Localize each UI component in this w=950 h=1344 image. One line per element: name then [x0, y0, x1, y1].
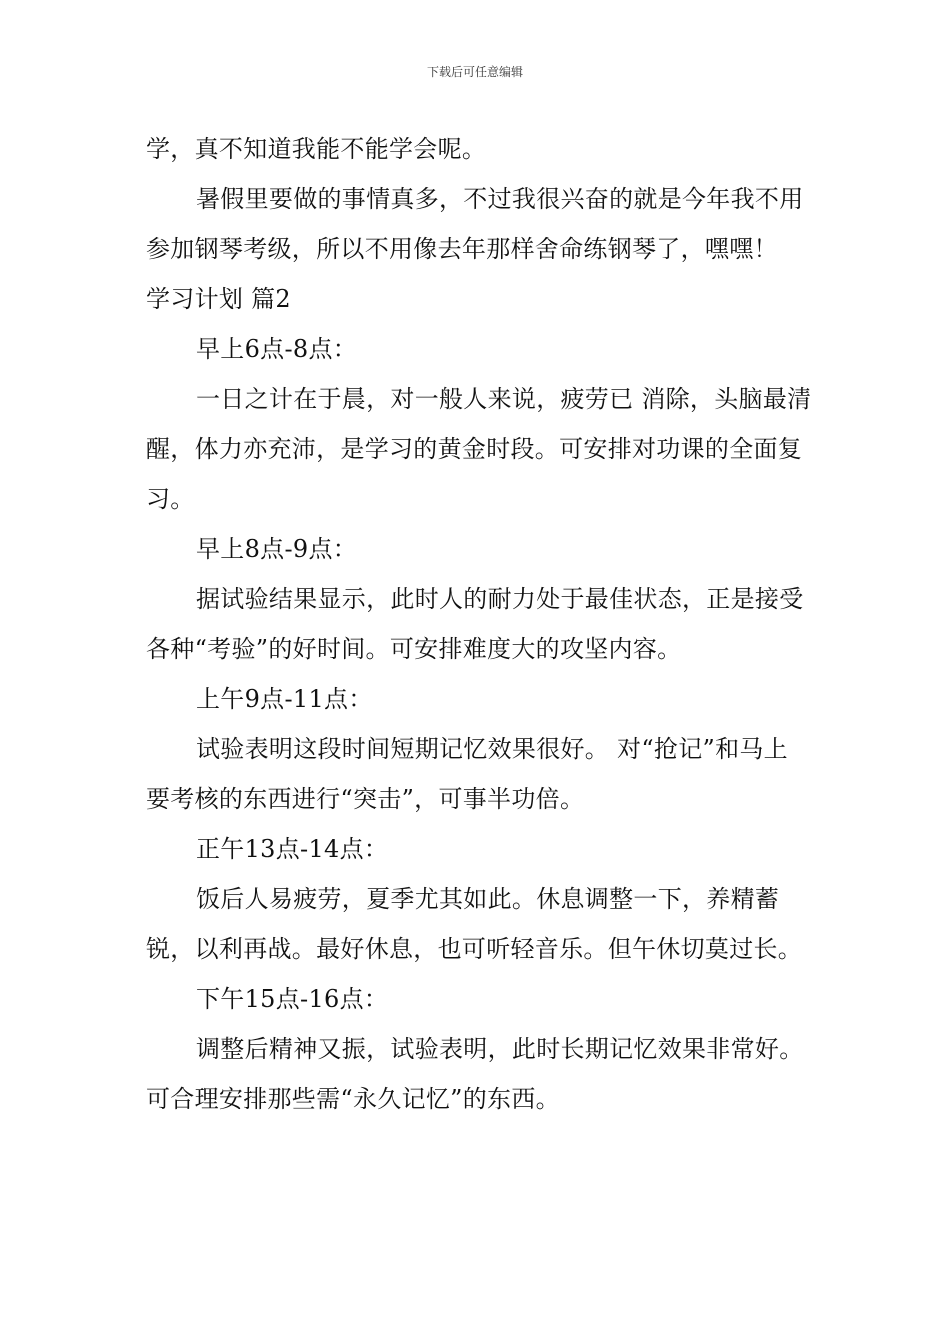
paragraph: 饭后人易疲劳，夏季尤其如此。休息调整一下，养精蓄锐，以利再战。最好休息，也可听轻音乐。但午休切莫过长。 — [146, 885, 803, 963]
time-slot-heading: 早上8点-9点： — [196, 535, 358, 563]
paragraph: 试验表明这段时间短期记忆效果很好。 对“抢记”和马上要考核的东西进行“突击”，可事半功倍。 — [146, 735, 788, 813]
section-title: 学习计划 篇2 — [146, 285, 291, 313]
time-slot-heading: 早上6点-8点： — [196, 335, 358, 363]
page-header-note: 下载后可任意编辑 — [426, 65, 523, 79]
paragraph: 据试验结果显示，此时人的耐力处于最佳状态，正是接受各种“考验”的好时间。可安排难度大的攻坚内容。 — [146, 585, 804, 663]
time-slot-heading: 上午9点-11点： — [196, 685, 373, 713]
document-body — [146, 124, 812, 1124]
time-slot-heading: 正午13点-14点： — [196, 835, 389, 863]
paragraph: 调整后精神又振，试验表明，此时长期记忆效果非常好。可合理安排那些需“永久记忆”的东西。 — [146, 1035, 804, 1113]
paragraph-summer-plans: 暑假里要做的事情真多，不过我很兴奋的就是今年我不用参加钢琴考级，所以不用像去年那样舍命练钢琴了，嘿嘿！ — [146, 185, 804, 263]
time-slot-heading: 下午15点-16点： — [196, 985, 389, 1013]
paragraph: 一日之计在于晨，对一般人来说，疲劳已 消除，头脑最清醒，体力亦充沛，是学习的黄金时段。可安排对功课的全面复习。 — [146, 385, 812, 513]
paragraph-continuation: 学，真不知道我能不能学会呢。 — [146, 135, 487, 163]
